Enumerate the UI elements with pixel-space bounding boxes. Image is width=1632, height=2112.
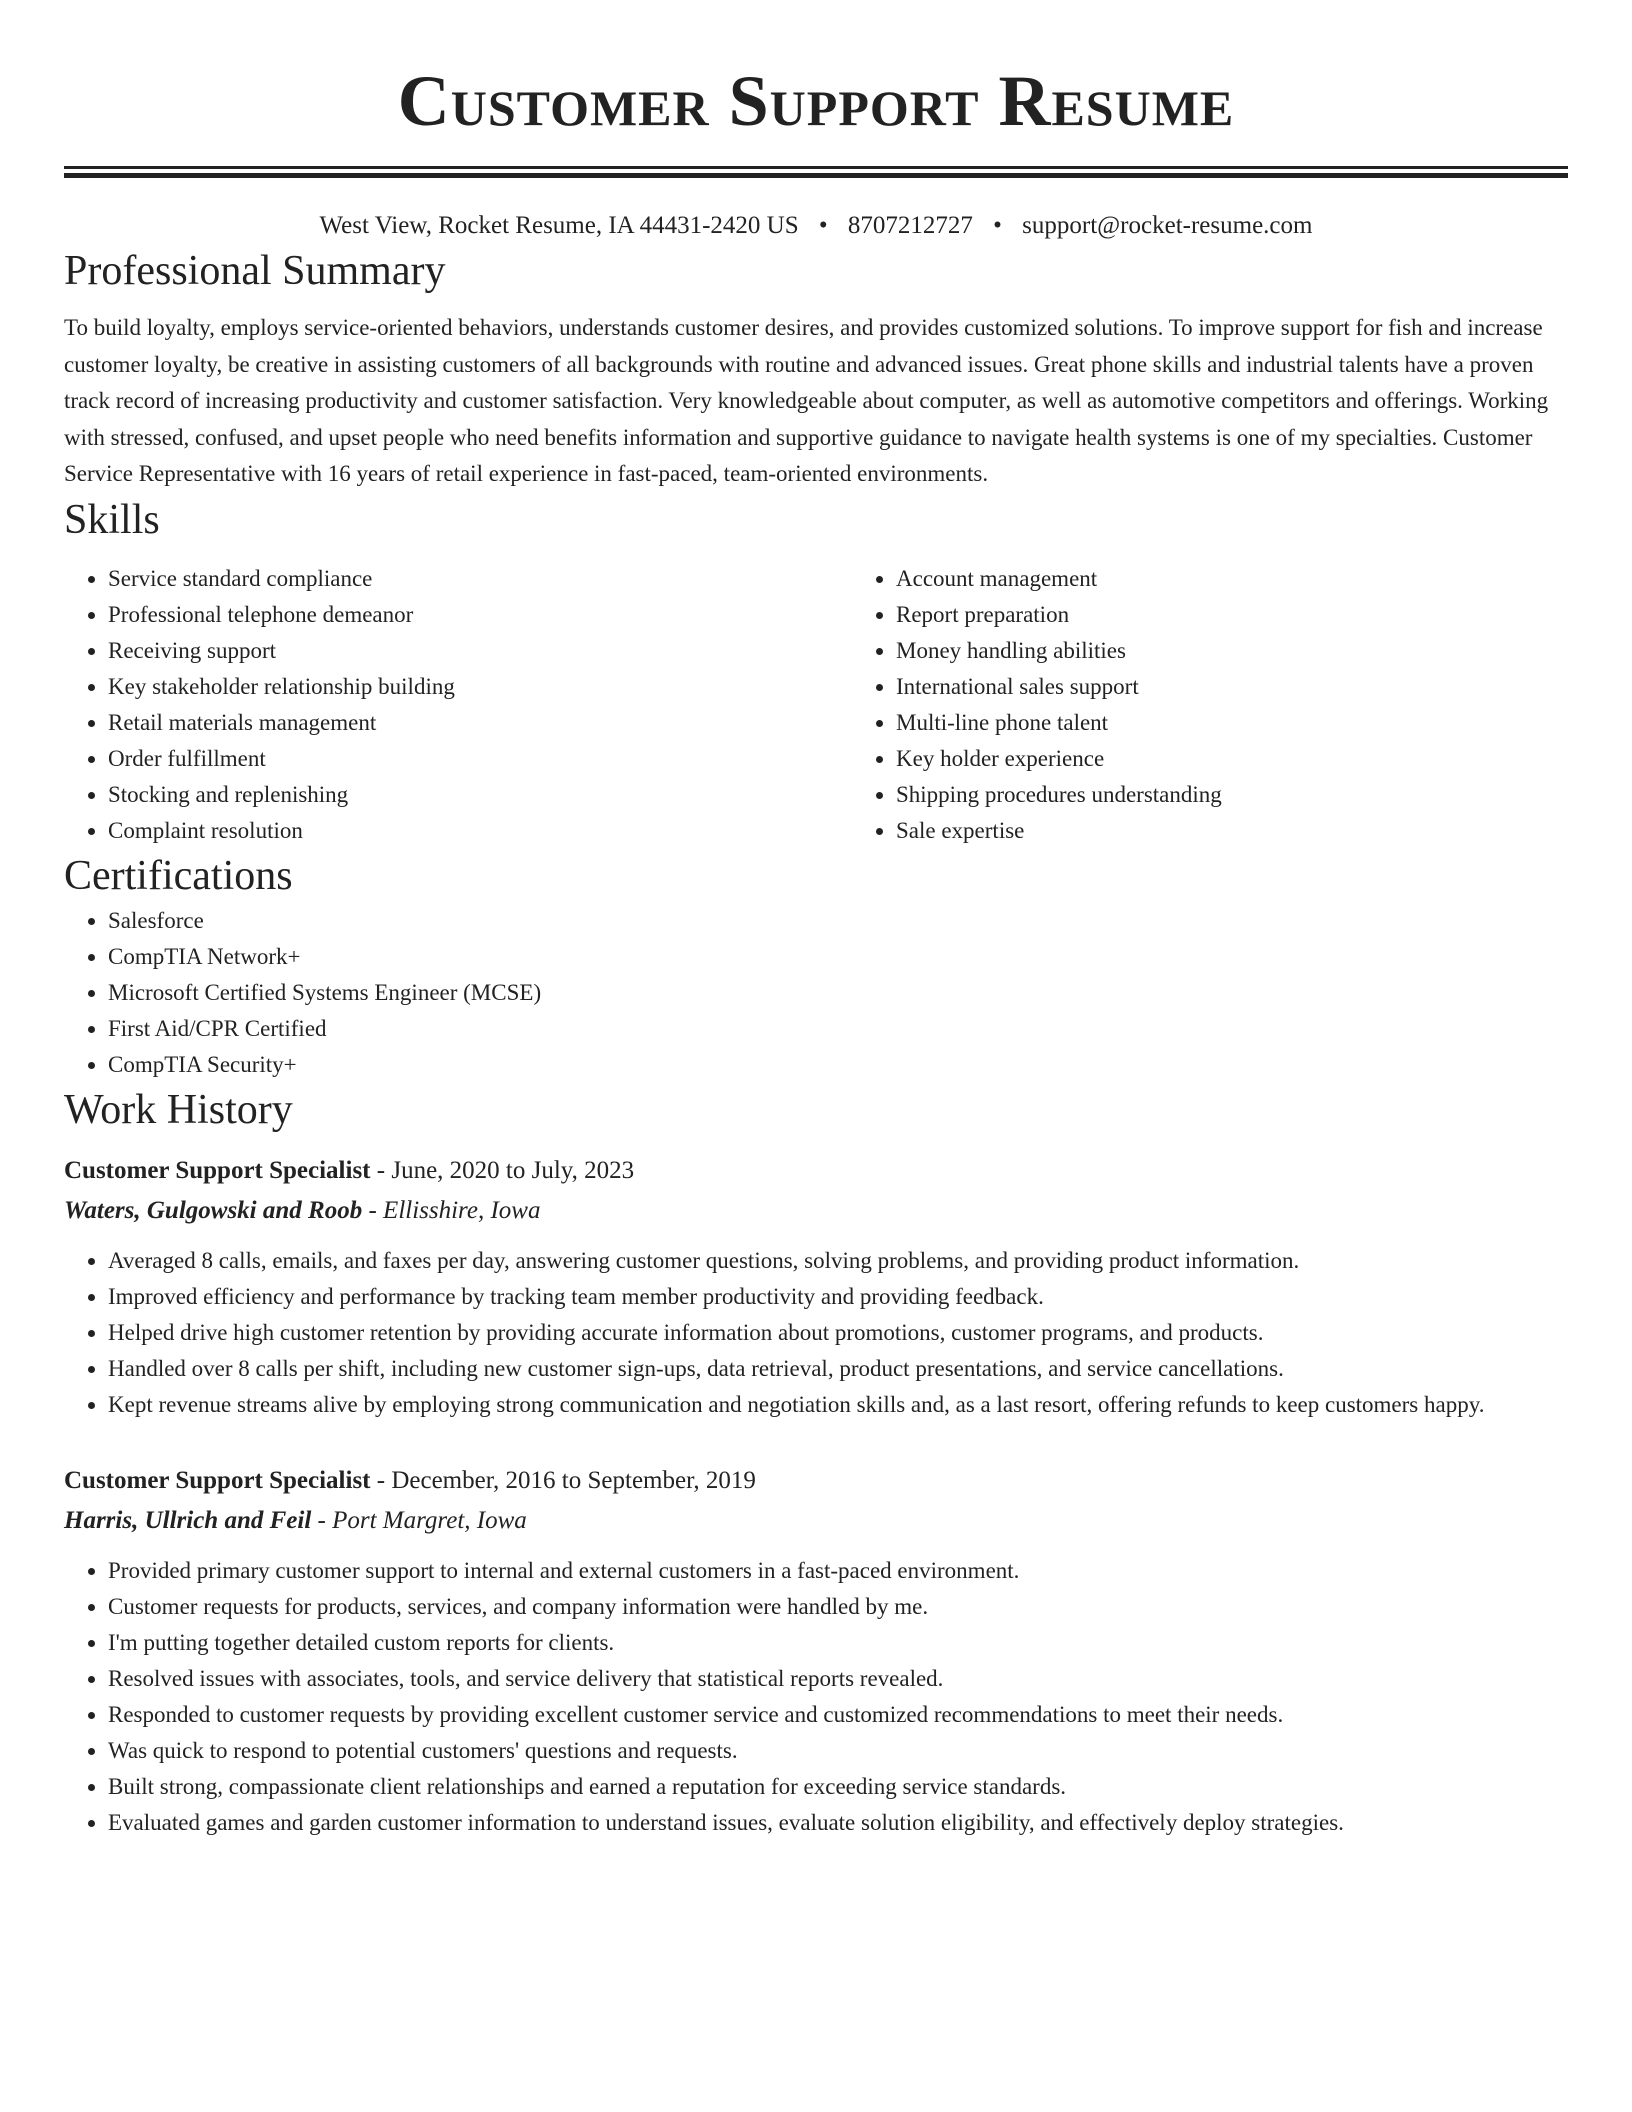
job-duty: • Helped drive high customer retention by providing accurate information about promotions, customer programs, and products.: [108, 1315, 1568, 1351]
skill-item: • Report preparation: [896, 597, 1632, 633]
skill-item: • Money handling abilities: [896, 633, 1632, 669]
skill-item: • Service standard compliance: [108, 561, 852, 597]
contact-line: [64, 208, 1568, 244]
title-double-rule: [64, 166, 1568, 178]
certification-item: • First Aid/CPR Certified: [108, 1011, 1568, 1047]
contact-address: West View, Rocket Resume, IA 44431-2420 US: [319, 212, 799, 239]
job-entry: [64, 1151, 1568, 1423]
contact-separator: •: [818, 212, 828, 239]
job-duty: • Handled over 8 calls per shift, including new customer sign-ups, data retrieval, product presentations, and service cancellations.: [108, 1351, 1568, 1387]
certification-item: • CompTIA Security+: [108, 1047, 1568, 1083]
job-duty: • Kept revenue streams alive by employing strong communication and negotiation skills and, as a last resort, offering refunds to keep customers happy.: [108, 1387, 1568, 1423]
job-title: Customer Support Specialist: [64, 1466, 371, 1494]
summary-text: To build loyalty, employs service-oriented behaviors, understands customer desires, and provides customized solutions. To improve support for fish and increase customer loyalty, be creative in assisting customers of all backgrounds with routine and advanced issues. Great phone skills and industrial talents have a proven track record of increasing productivity and customer satisfaction. Very knowledgeable about computer, as well as automotive competitors and offerings. Working with stressed, confused, and upset people who need benefits information and supportive guidance to navigate health systems is one of my specialties. Customer Service Representative with 16 years of retail experience in fast-paced, team-oriented environments.: [64, 315, 1549, 486]
skill-item: • Order fulfillment: [108, 741, 852, 777]
job-duty: • Was quick to respond to potential customers' questions and requests.: [108, 1733, 1568, 1769]
skills-heading: Skills: [64, 496, 160, 543]
job-duty: • Averaged 8 calls, emails, and faxes per day, answering customer questions, solving problems, and providing product information.: [108, 1243, 1568, 1279]
skill-item: • Retail materials management: [108, 705, 852, 741]
job-duty: • I'm putting together detailed custom reports for clients.: [108, 1625, 1568, 1661]
job-duty: • Customer requests for products, services, and company information were handled by me.: [108, 1589, 1568, 1625]
job-dash: -: [370, 1156, 392, 1184]
skill-item: • Receiving support: [108, 633, 852, 669]
job-duties-list: [64, 1243, 1568, 1423]
job-company: Harris, Ullrich and Feil: [64, 1506, 312, 1534]
skill-item: • Stocking and replenishing: [108, 777, 852, 813]
resume-title: Customer Support Resume: [397, 61, 1235, 141]
job-duty: • Resolved issues with associates, tools, and service delivery that statistical reports revealed.: [108, 1661, 1568, 1697]
skill-item: • Complaint resolution: [108, 813, 852, 849]
skill-item: • International sales support: [896, 669, 1632, 705]
job-duty: • Evaluated games and garden customer information to understand issues, evaluate solution eligibility, and effectively deploy strategies.: [108, 1805, 1568, 1841]
job-location: Port Margret, Iowa: [332, 1506, 527, 1534]
skills-columns: [64, 561, 1568, 849]
job-company: Waters, Gulgowski and Roob: [64, 1196, 363, 1224]
job-dash: -: [311, 1506, 333, 1534]
job-duties-list: [64, 1553, 1568, 1841]
work-history-heading: Work History: [64, 1086, 293, 1133]
job-title-line: [64, 1151, 1568, 1191]
job-dates: June, 2020 to July, 2023: [391, 1156, 635, 1184]
job-duty: • Responded to customer requests by providing excellent customer service and customized recommendations to meet their needs.: [108, 1697, 1568, 1733]
job-title: Customer Support Specialist: [64, 1156, 371, 1184]
job-company-line: [64, 1501, 1568, 1541]
contact-phone: 8707212727: [847, 212, 973, 239]
skill-item: • Multi-line phone talent: [896, 705, 1632, 741]
skill-item: • Account management: [896, 561, 1632, 597]
contact-email: support@rocket-resume.com: [1022, 212, 1313, 239]
job-dates: December, 2016 to September, 2019: [391, 1466, 756, 1494]
job-dash: -: [370, 1466, 392, 1494]
job-title-line: [64, 1461, 1568, 1501]
skills-list-right: [852, 561, 1632, 849]
skill-item: • Sale expertise: [896, 813, 1632, 849]
certification-item: • Microsoft Certified Systems Engineer (MCSE): [108, 975, 1568, 1011]
job-location: Ellisshire, Iowa: [383, 1196, 541, 1224]
certifications-list: [64, 903, 1568, 1083]
certifications-heading: Certifications: [64, 852, 293, 899]
job-duty: • Provided primary customer support to internal and external customers in a fast-paced environment.: [108, 1553, 1568, 1589]
job-dash: -: [362, 1196, 384, 1224]
job-duty: • Improved efficiency and performance by tracking team member productivity and providing feedback.: [108, 1279, 1568, 1315]
certification-item: • CompTIA Network+: [108, 939, 1568, 975]
job-entry: [64, 1461, 1568, 1841]
skills-list-left: [64, 561, 852, 849]
job-duty: • Built strong, compassionate client relationships and earned a reputation for exceeding service standards.: [108, 1769, 1568, 1805]
certification-item: • Salesforce: [108, 903, 1568, 939]
skill-item: • Key holder experience: [896, 741, 1632, 777]
job-company-line: [64, 1191, 1568, 1231]
contact-separator: •: [993, 212, 1002, 239]
skill-item: • Professional telephone demeanor: [108, 597, 852, 633]
skill-item: • Key stakeholder relationship building: [108, 669, 852, 705]
skill-item: • Shipping procedures understanding: [896, 777, 1632, 813]
summary-heading: Professional Summary: [64, 248, 446, 294]
